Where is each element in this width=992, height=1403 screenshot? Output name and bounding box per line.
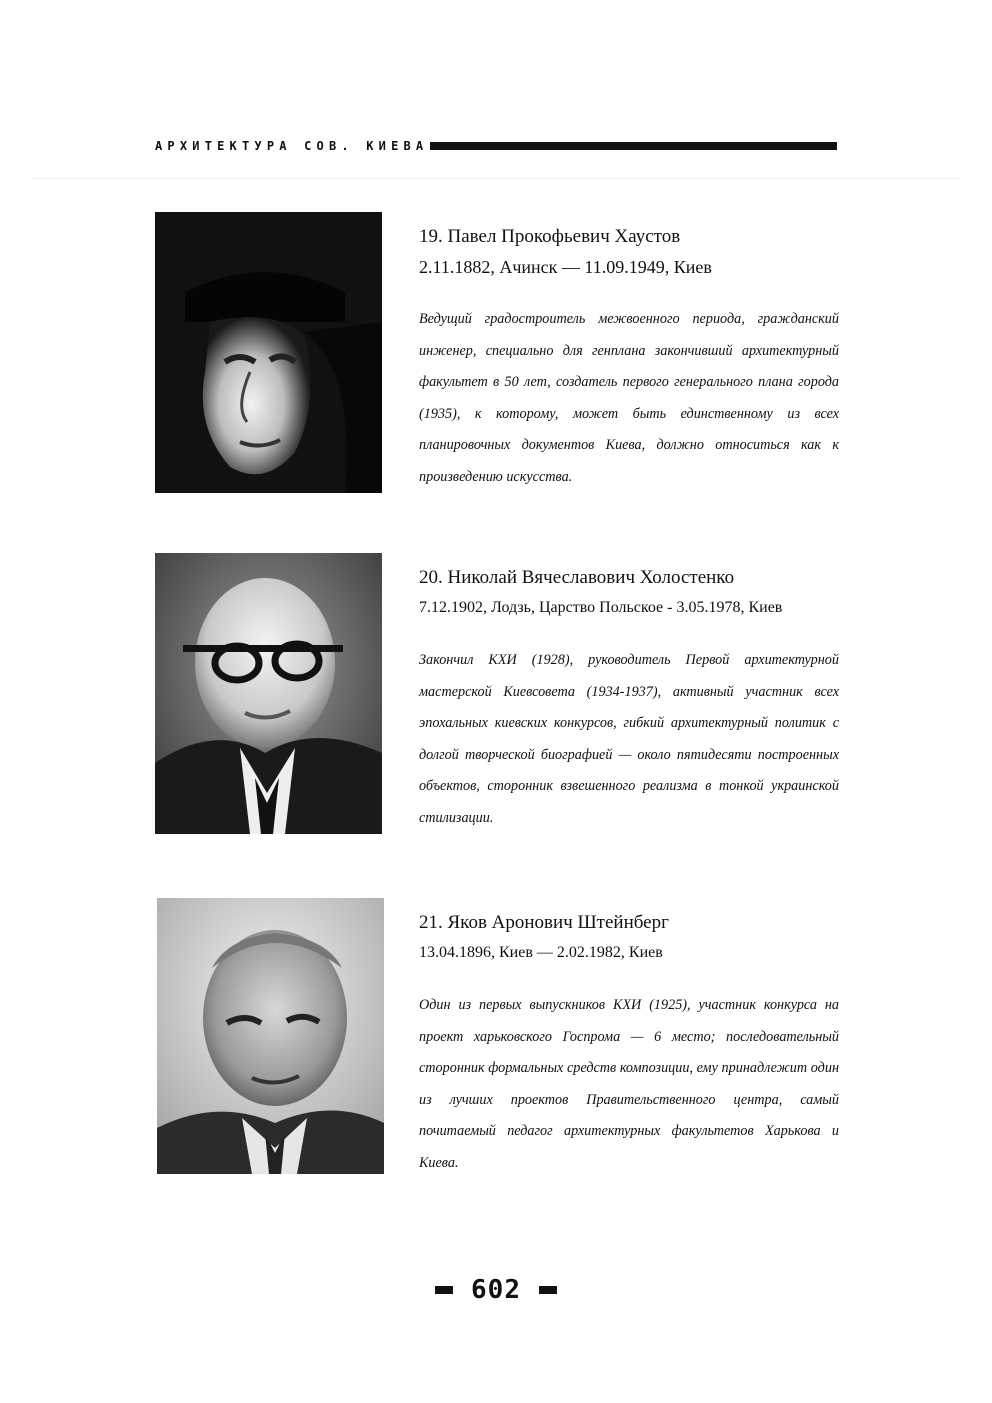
header-rule (430, 142, 837, 150)
life-dates: 13.04.1896, Киев — 2.02.1982, Киев (419, 944, 663, 961)
person-name: 19. Павел Прокофьевич Хаустов (419, 226, 681, 247)
footer-dash (539, 1286, 557, 1294)
portrait-photo (155, 553, 382, 834)
portrait-photo (155, 212, 382, 493)
person-name: 20. Николай Вячеславович Холостенко (419, 567, 735, 588)
page-footer (0, 1275, 992, 1305)
life-dates: 7.12.1902, Лодзь, Царство Польское - 3.05.1978, Киев (419, 599, 783, 616)
footer-dash (435, 1286, 453, 1294)
divider (30, 178, 962, 179)
portrait-photo (157, 898, 384, 1174)
biography-text: Один из первых выпускников КХИ (1925), участник конкурса на проект харьковского Госпрома — 6 место; последовательный сторонник формальных средств композиции, ему принадлежит один из лучших проектов Правительственного центра, самый почитаемый педагог архитектурных факультетов Харькова и Киева. (419, 997, 839, 1171)
biography-text: Ведущий градостроитель межвоенного периода, гражданский инженер, специально для генплана закончивший архитектурный факультет в 50 лет, создатель первого генерального плана города (1935), к которому, может быть единственному из всех планировочных документов Киева, должно относиться как к произведению искусства. (419, 311, 839, 485)
person-name: 21. Яков Аронович Штейнберг (419, 912, 669, 933)
running-header-title: АРХИТЕКТУРА СОВ. КИЕВА (155, 139, 429, 153)
biography-text: Закончил КХИ (1928), руководитель Первой архитектурной мастерской Киевсовета (1934-1937), активный участник всех эпохальных киевских конкурсов, гибкий архитектурный политик с долгой творческой биографией — около пятидесяти построенных объектов, сторонник взвешенного реализма в тонкой украинской стилизации. (419, 652, 839, 826)
running-header (155, 137, 837, 155)
page-number: 602 (471, 1275, 521, 1305)
life-dates: 2.11.1882, Ачинск — 11.09.1949, Киев (419, 257, 712, 277)
